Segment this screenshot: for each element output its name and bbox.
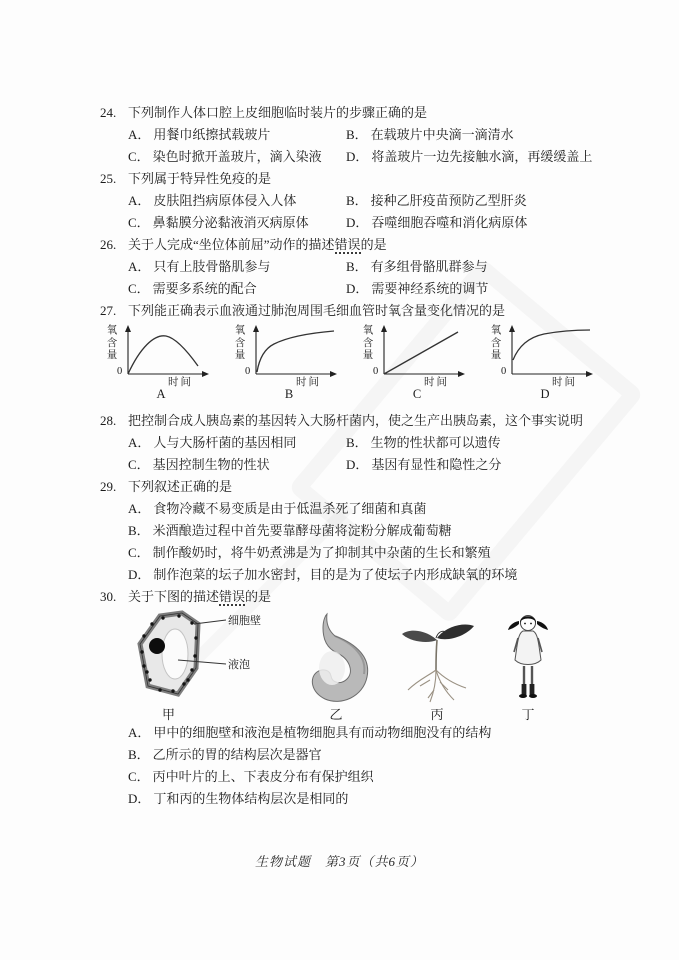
figure-stomach [296,610,376,722]
origin-label: 0 [501,366,507,377]
question-stem: 下列属于特异性免疫的是 [128,171,272,186]
x-axis-label: 时间 [296,377,321,388]
curve-rise-then-fall [128,336,198,374]
graph-option-a [102,324,220,406]
graph-option-c [358,324,476,406]
option-a: A． 甲中的细胞壁和液泡是植物细胞具有而动物细胞没有的结构 [128,725,492,740]
curve-saturating-from-zero [257,331,334,372]
option-c: C． 鼻黏膜分泌黏液消灭病原体 [128,215,309,230]
stem-shape [436,640,437,670]
x-axis-label: 时间 [424,377,449,388]
right-pigtail [537,621,548,630]
graph-letter: B [284,387,294,401]
question-25 [100,170,610,232]
option-a: A． 只有上肢骨骼肌参与 [128,259,271,274]
left-cotyledon [402,631,437,642]
figure-girl [498,610,558,722]
option-b: B． 接种乙肝疫苗预防乙型肝炎 [346,193,527,208]
option-d: D． 需要神经系统的调节 [346,281,489,296]
question-stem: 下列能正确表示血液通过肺泡周围毛细血管时氧含量变化情况的是 [128,303,506,318]
option-a: A． 用餐巾纸擦拭载玻片 [128,127,271,142]
option-b: B． 生物的性状都可以遗传 [346,435,501,450]
option-b: B． 在载玻片中央滴一滴清水 [346,127,514,142]
option-d: D． 基因有显性和隐性之分 [346,457,502,472]
curve-plateau-from-midaxis [513,330,590,360]
question-number: 28. [100,413,117,428]
left-boot [522,684,527,695]
question-number: 27. [100,303,117,318]
y-axis-label: 氧含量 [490,325,502,361]
x-axis-label: 时间 [552,377,577,388]
girl-image [498,610,558,706]
option-a: A． 皮肤阻挡病原体侵入人体 [128,193,297,208]
stomach-image [296,610,376,706]
option-d: D． 将盖玻片一边先接触水滴，再缓缓盖上 [346,149,593,164]
figures-row [130,610,610,722]
curve-linear-rise [384,332,458,374]
figure-label-yi: 乙 [329,707,343,722]
question-number: 25. [100,171,117,186]
vacuole-label: 液泡 [228,659,250,671]
option-b: B． 乙所示的胃的结构层次是器官 [128,747,322,762]
exam-content [100,104,610,812]
question-27 [100,302,610,406]
question-28 [100,412,610,474]
emphasized-text: 错误 [334,237,361,252]
vacuole-shape [162,629,188,679]
question-stem: 关于人完成“坐位体前屈”动作的描述错误的是 [128,237,387,252]
y-axis-label: 氧含量 [106,325,118,361]
option-b: B． 有多组骨骼肌群参与 [346,259,488,274]
seedling-image [392,610,482,706]
question-24 [100,104,610,166]
emphasized-text: 错误 [219,589,246,604]
right-cotyledon [437,625,474,640]
origin-label: 0 [117,366,123,377]
graph-option-b [230,324,348,406]
question-number: 26. [100,237,117,252]
y-axis-label: 氧含量 [362,325,374,361]
option-a: A． 人与大肠杆菌的基因相同 [128,435,297,450]
figure-label-jia: 甲 [162,707,176,722]
cell-wall-label: 细胞壁 [228,615,261,627]
x-axis-label: 时间 [168,377,193,388]
option-c: C． 染色时掀开盖玻片，滴入染液 [128,149,322,164]
question-number: 24. [100,105,117,120]
graph-letter: C [412,387,422,401]
origin-label: 0 [373,366,379,377]
option-c: C． 基因控制生物的性状 [128,457,270,472]
page-footer: 生物试题 第3页（共6页） [254,854,424,869]
question-stem: 关于下图的描述错误的是 [128,589,272,604]
left-pigtail [508,621,519,630]
dress-shape [515,631,541,665]
option-b: B． 米酒酿造过程中首先要靠酵母菌将淀粉分解成葡萄糖 [128,523,452,538]
figure-label-bing: 丙 [430,707,444,722]
roots-shape [408,670,466,702]
option-d: D． 吞噬细胞吞噬和消化病原体 [346,215,528,230]
right-boot [530,684,535,695]
graph-option-d [486,324,604,406]
y-axis-label: 氧含量 [234,325,246,361]
nucleus-shape [149,638,165,654]
plant-cell-image [130,610,280,706]
option-a: A． 食物冷藏不易变质是由于低温杀死了细菌和真菌 [128,501,427,516]
question-stem: 下列制作人体口腔上皮细胞临时装片的步骤正确的是 [128,105,428,120]
graph-letter: D [540,387,550,401]
figure-seedling [392,610,482,722]
option-c: C． 丙中叶片的上、下表皮分布有保护组织 [128,769,374,784]
option-d: D． 制作泡菜的坛子加水密封，目的是为了使坛子内形成缺氧的环境 [128,567,518,582]
question-stem: 下列叙述正确的是 [128,479,233,494]
graph-letter: A [156,387,166,401]
option-c: C． 制作酸奶时，将牛奶煮沸是为了抑制其中杂菌的生长和繁殖 [128,545,491,560]
question-29 [100,478,610,584]
option-d: D． 丁和丙的生物体结构层次是相同的 [128,791,349,806]
question-26 [100,236,610,298]
option-c: C． 需要多系统的配合 [128,281,257,296]
question-30 [100,588,610,808]
question-number: 30. [100,589,117,604]
figure-label-ding: 丁 [521,707,535,722]
figure-plant-cell [130,610,280,722]
question-number: 29. [100,479,117,494]
origin-label: 0 [245,366,251,377]
question-stem: 把控制合成人胰岛素的基因转入大肠杆菌内，使之生产出胰岛素，这个事实说明 [128,413,584,428]
oxygen-graphs-row [102,324,610,406]
